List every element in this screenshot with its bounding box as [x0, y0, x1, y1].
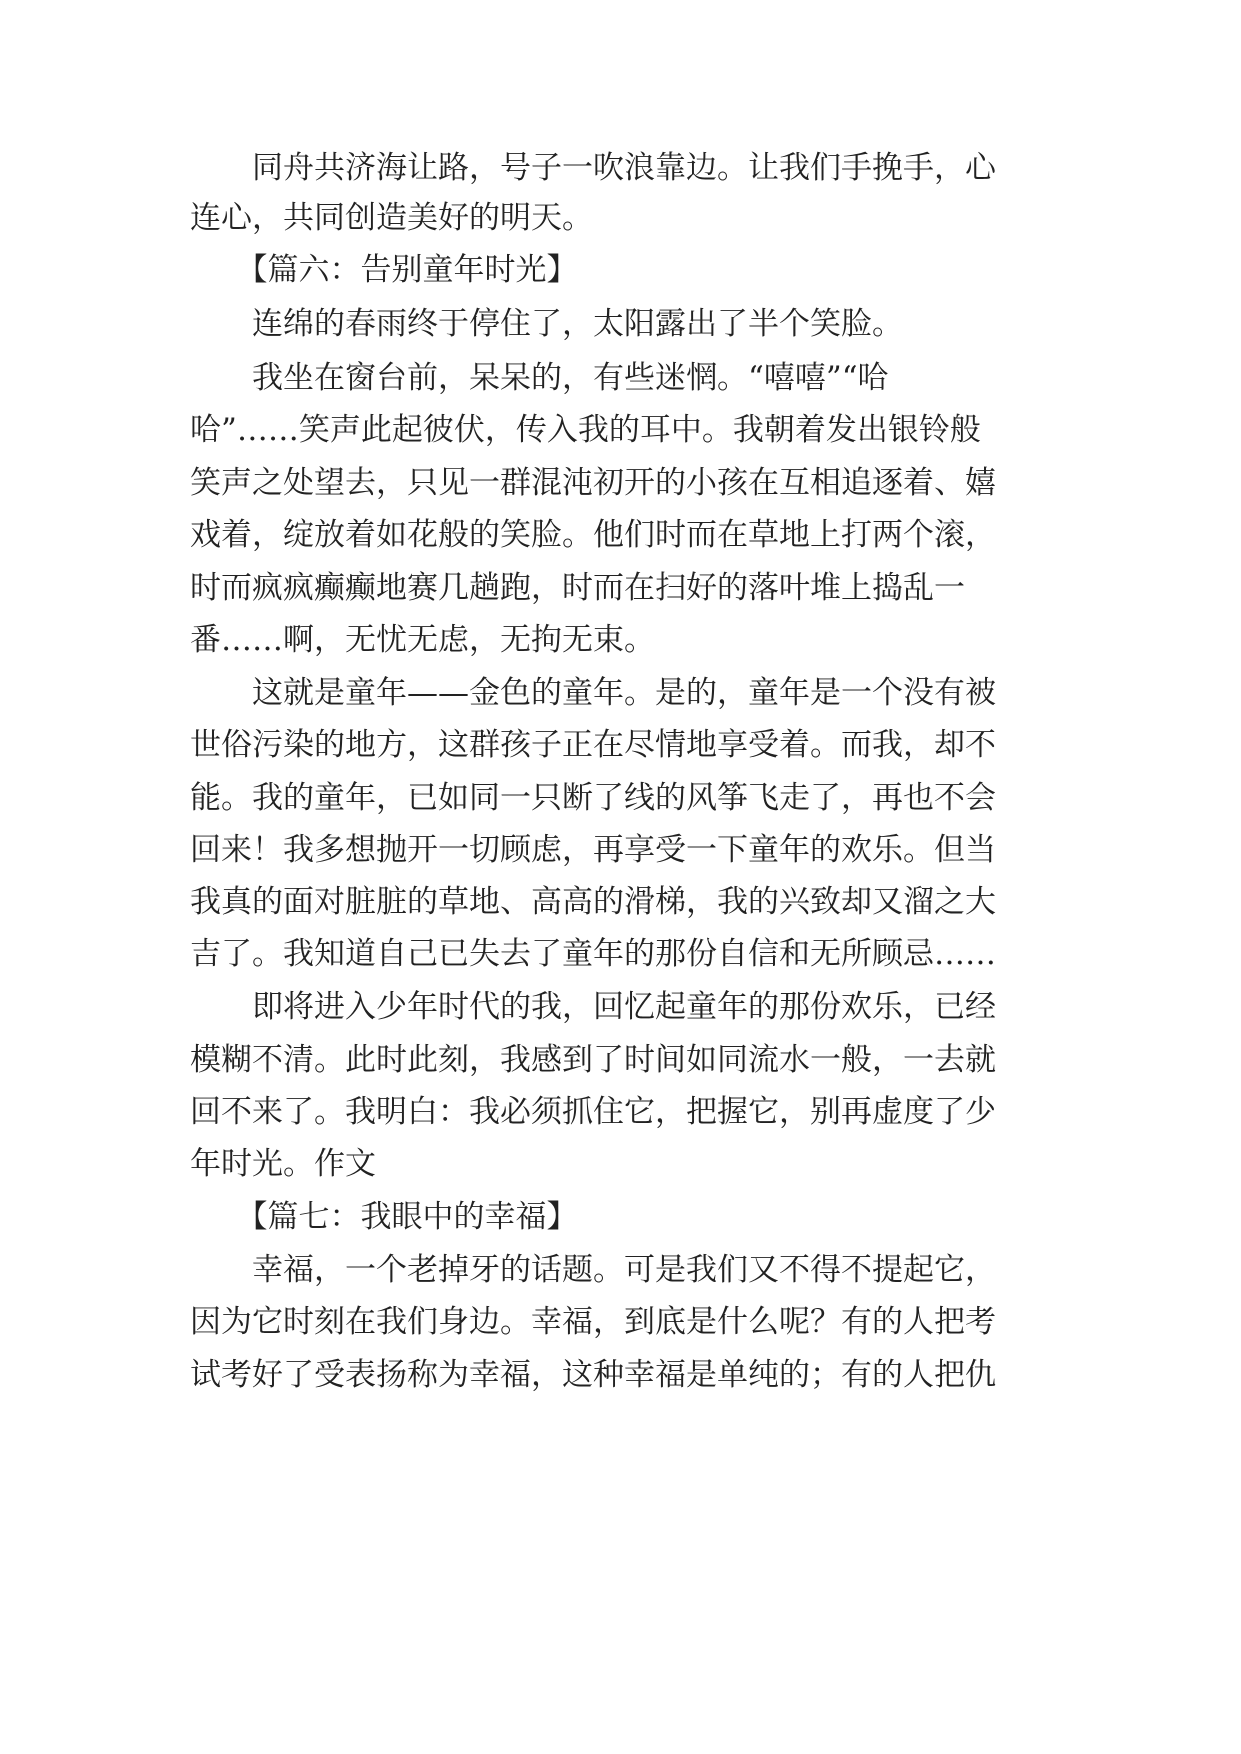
section-heading: 【篇六：告别童年时光】	[190, 252, 578, 288]
text-line: 回来！我多想抛开一切顾虑，再享受一下童年的欢乐。但当	[190, 832, 996, 868]
text-line: 连心，共同创造美好的明天。	[190, 200, 593, 236]
text-line: 笑声之处望去，只见一群混沌初开的小孩在互相追逐着、嬉	[190, 465, 996, 501]
text-line: 世俗污染的地方，这群孩子正在尽情地享受着。而我，却不	[190, 727, 996, 763]
text-line: 因为它时刻在我们身边。幸福，到底是什么呢？有的人把考	[190, 1304, 996, 1340]
text-line: 年时光。作文	[190, 1146, 376, 1182]
text-line: 这就是童年——金色的童年。是的，童年是一个没有被	[190, 675, 996, 711]
text-line: 哈”……笑声此起彼伏，传入我的耳中。我朝着发出银铃般	[190, 412, 981, 448]
text-line: 时而疯疯癫癫地赛几趟跑，时而在扫好的落叶堆上捣乱一	[190, 570, 965, 606]
text-line: 同舟共济海让路，号子一吹浪靠边。让我们手挽手，心	[190, 150, 996, 186]
text-line: 即将进入少年时代的我，回忆起童年的那份欢乐，已经	[190, 989, 996, 1025]
text-line: 幸福，一个老掉牙的话题。可是我们又不得不提起它，	[190, 1252, 996, 1288]
text-line: 连绵的春雨终于停住了，太阳露出了半个笑脸。	[190, 306, 903, 342]
section-heading: 【篇七：我眼中的幸福】	[190, 1199, 578, 1235]
text-line: 模糊不清。此时此刻，我感到了时间如同流水一般，一去就	[190, 1042, 996, 1078]
text-line: 戏着，绽放着如花般的笑脸。他们时而在草地上打两个滚，	[190, 517, 996, 553]
text-line: 回不来了。我明白：我必须抓住它，把握它，别再虚度了少	[190, 1094, 996, 1130]
text-line: 吉了。我知道自己已失去了童年的那份自信和无所顾忌……	[190, 936, 996, 972]
text-line: 我真的面对脏脏的草地、高高的滑梯，我的兴致却又溜之大	[190, 884, 996, 920]
text-line: 番……啊，无忧无虑，无拘无束。	[190, 622, 655, 658]
text-line: 试考好了受表扬称为幸福，这种幸福是单纯的；有的人把仇	[190, 1357, 996, 1393]
text-line: 能。我的童年，已如同一只断了线的风筝飞走了，再也不会	[190, 780, 996, 816]
text-line: 我坐在窗台前，呆呆的，有些迷惘。“嘻嘻”“哈	[190, 360, 889, 396]
